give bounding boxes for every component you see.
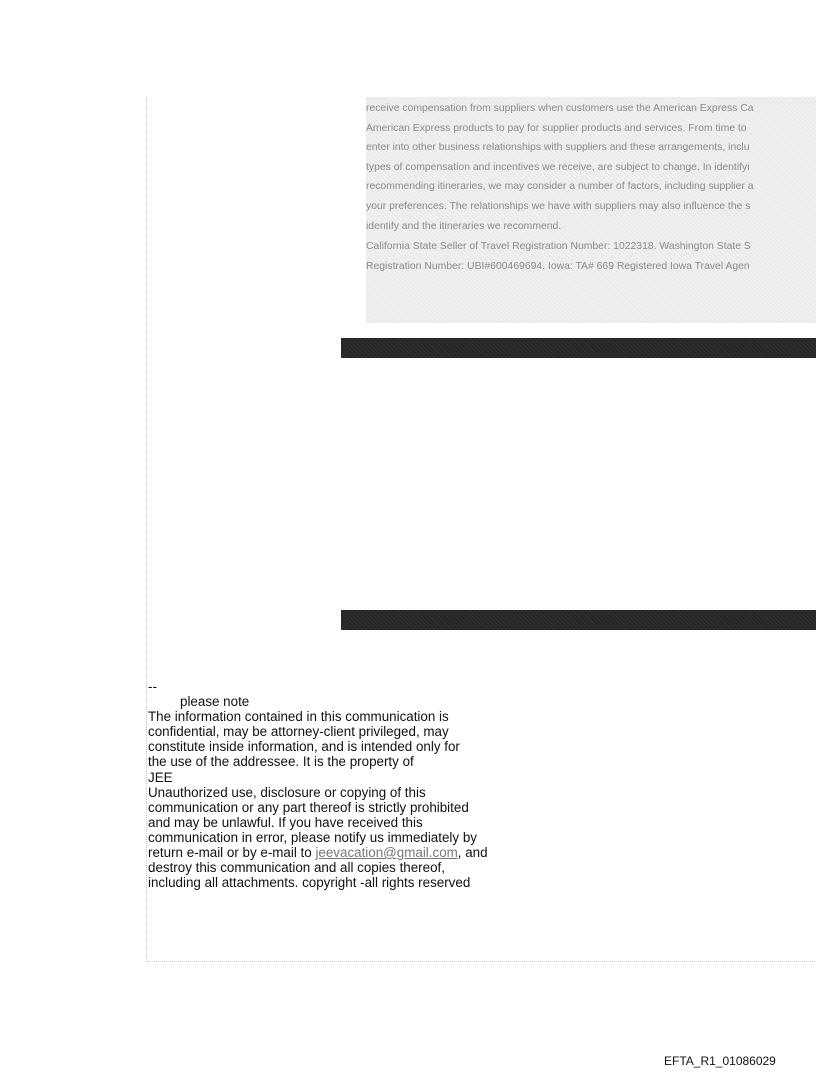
- registration-line: California State Seller of Travel Registration Number: 1022318. Washington State S: [366, 241, 751, 252]
- notice-line: the use of the addressee. It is the property of: [148, 754, 414, 770]
- notice-line: communication or any part thereof is strictly prohibited: [148, 799, 469, 815]
- footer-bar: [341, 610, 816, 630]
- notice-line: confidential, may be attorney-client privileged, may: [148, 724, 449, 740]
- disclosure-line: your preferences. The relationships we have with suppliers may also influence the s: [366, 200, 751, 212]
- disclosure-line: recommending itineraries, we may consider a number of factors, including supplier a: [366, 181, 754, 193]
- email-prefix: return e-mail or by e-mail to: [148, 845, 316, 861]
- disclosure-panel: [366, 97, 816, 323]
- notice-line: JEE: [148, 769, 173, 785]
- disclosure-line: identify and the itineraries we recommend.: [366, 220, 562, 232]
- notice-line: destroy this communication and all copies thereof,: [148, 860, 445, 876]
- email-suffix: , and: [457, 845, 488, 861]
- email-link[interactable]: jeevacation@gmail.com: [315, 845, 458, 861]
- header-bar: [341, 338, 816, 358]
- notice-line: communication in error, please notify us immediately by: [148, 829, 477, 845]
- document-id: EFTA_R1_01086029: [664, 1054, 776, 1068]
- disclosure-line: receive compensation from suppliers when customers use the American Express Ca: [366, 103, 754, 114]
- registration-line: Registration Number: UBI#600469694. Iowa: TA# 669 Registered Iowa Travel Agen: [366, 260, 750, 272]
- registration-paragraph: [366, 237, 751, 276]
- compensation-disclosure-paragraph: [366, 99, 754, 236]
- notice-email-line: [148, 845, 528, 860]
- disclosure-line: types of compensation and incentives we receive, are subject to change. In identifyi: [366, 161, 750, 173]
- notice-heading: please note: [180, 694, 250, 710]
- signature-separator: --: [148, 679, 157, 694]
- notice-line: including all attachments. copyright -all rights reserved: [148, 875, 471, 891]
- notice-line: and may be unlawful. If you have received this: [148, 814, 423, 830]
- disclosure-line: American Express products to pay for supplier products and services. From time to: [366, 122, 747, 134]
- notice-line: Unauthorized use, disclosure or copying of this: [148, 784, 426, 800]
- notice-line: constitute inside information, and is intended only for: [148, 739, 460, 755]
- notice-line: The information contained in this communication is: [148, 709, 449, 725]
- confidentiality-notice: [148, 679, 528, 890]
- disclosure-line: enter into other business relationships with suppliers and these arrangements, inclu: [366, 142, 750, 154]
